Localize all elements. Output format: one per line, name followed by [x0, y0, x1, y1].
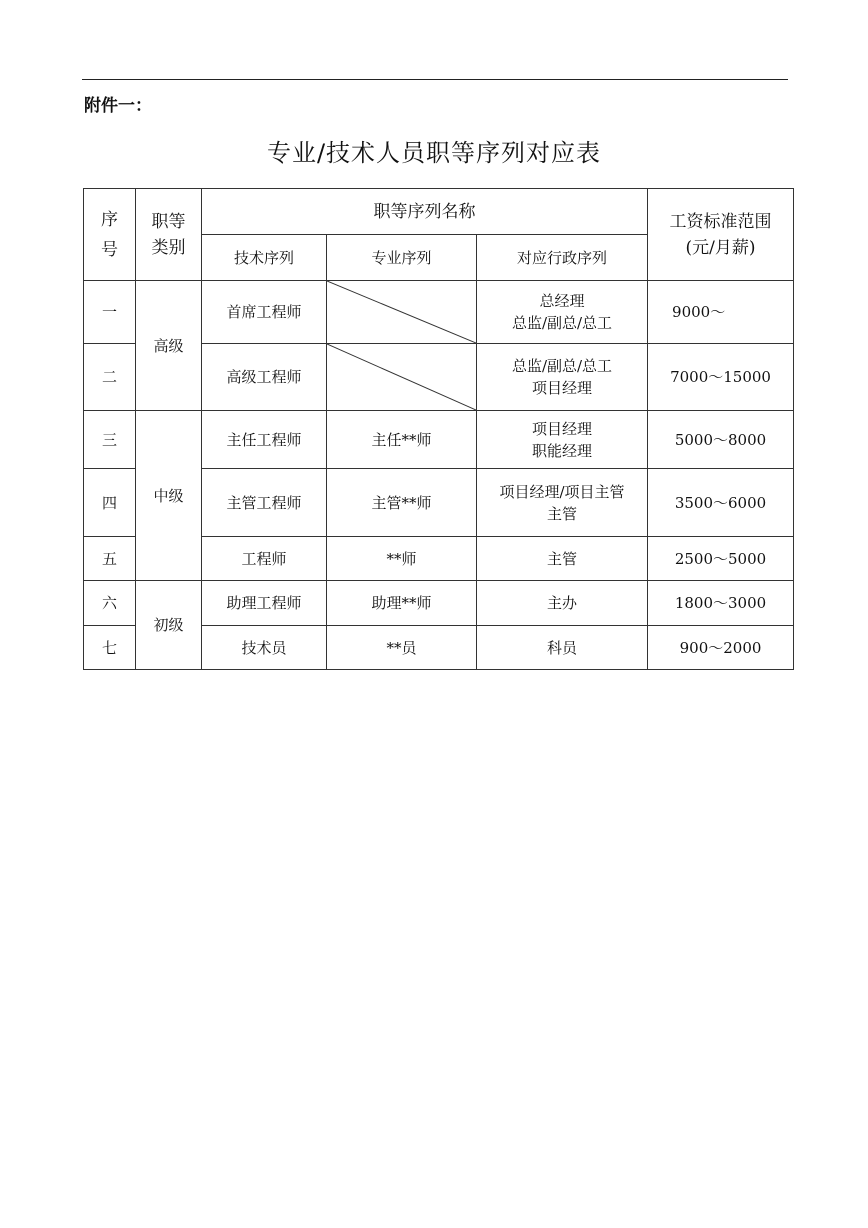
diagonal-slash [327, 281, 476, 343]
row-salary: 5000～8000 [648, 411, 794, 469]
row-salary: 2500～5000 [648, 537, 794, 581]
row-admin: 科员 [477, 626, 648, 670]
header-category [136, 189, 202, 281]
header-category-line: 类别 [151, 237, 186, 258]
category-senior: 高级 [136, 281, 202, 411]
header-tech-series: 技术序列 [202, 235, 327, 281]
row-prof: 主管**师 [327, 469, 477, 537]
row-admin-line: 主管 [547, 504, 578, 523]
row-admin-line: 项目经理/项目主管 [499, 482, 625, 501]
row-prof: 助理**师 [327, 581, 477, 626]
row-seq: 六 [84, 581, 136, 626]
row-admin [477, 469, 648, 537]
header-category-line: 职等 [151, 211, 186, 232]
header-seq-char: 号 [101, 239, 118, 260]
row-admin [477, 411, 648, 469]
row-admin-line: 总经理 [539, 292, 585, 310]
document-title: 专业/技术人员职等序列对应表 [266, 139, 602, 167]
row-seq: 五 [84, 537, 136, 581]
row-admin [477, 281, 648, 344]
header-series-name: 职等序列名称 [202, 189, 648, 235]
category-middle: 中级 [136, 411, 202, 581]
row-salary: 7000～15000 [648, 344, 794, 411]
row-admin: 主管 [477, 537, 648, 581]
annex-label: 附件一： [84, 96, 152, 116]
row-seq: 七 [84, 626, 136, 670]
row-tech: 首席工程师 [202, 281, 327, 344]
row-admin [477, 344, 648, 411]
row-seq: 二 [84, 344, 136, 411]
row-admin-line: 总监/副总/总工 [511, 314, 613, 332]
row-salary: 1800～3000 [648, 581, 794, 626]
category-junior: 初级 [136, 581, 202, 670]
header-seq [84, 189, 136, 281]
row-prof: **员 [327, 626, 477, 670]
row-tech: 工程师 [202, 537, 327, 581]
row-salary: 3500～6000 [648, 469, 794, 537]
row-tech: 技术员 [202, 626, 327, 670]
grade-table [83, 188, 794, 670]
row-tech: 主管工程师 [202, 469, 327, 537]
row-seq: 一 [84, 281, 136, 344]
row-admin-line: 职能经理 [532, 441, 593, 460]
row-salary: 9000～ [648, 281, 794, 344]
row-admin-line: 项目经理 [532, 379, 593, 397]
row-prof-empty [327, 281, 477, 344]
table-header-row [84, 189, 794, 235]
diagonal-slash [327, 344, 476, 410]
row-tech: 主任工程师 [202, 411, 327, 469]
row-admin-line: 总监/副总/总工 [511, 357, 613, 375]
header-salary-line: (元/月薪) [685, 237, 756, 258]
table-row [84, 581, 794, 626]
row-prof: 主任**师 [327, 411, 477, 469]
row-admin-line: 项目经理 [532, 419, 593, 438]
row-prof: **师 [327, 537, 477, 581]
header-rule [82, 79, 788, 80]
header-salary-line: 工资标准范围 [669, 211, 772, 232]
row-salary: 900～2000 [648, 626, 794, 670]
table-row [84, 411, 794, 469]
row-seq: 四 [84, 469, 136, 537]
row-tech: 助理工程师 [202, 581, 327, 626]
table-row [84, 281, 794, 344]
header-admin-series: 对应行政序列 [477, 235, 648, 281]
header-salary [648, 189, 794, 281]
header-seq-char: 序 [101, 209, 118, 230]
row-seq: 三 [84, 411, 136, 469]
row-tech: 高级工程师 [202, 344, 327, 411]
row-admin: 主办 [477, 581, 648, 626]
header-prof-series: 专业序列 [327, 235, 477, 281]
row-prof-empty [327, 344, 477, 411]
